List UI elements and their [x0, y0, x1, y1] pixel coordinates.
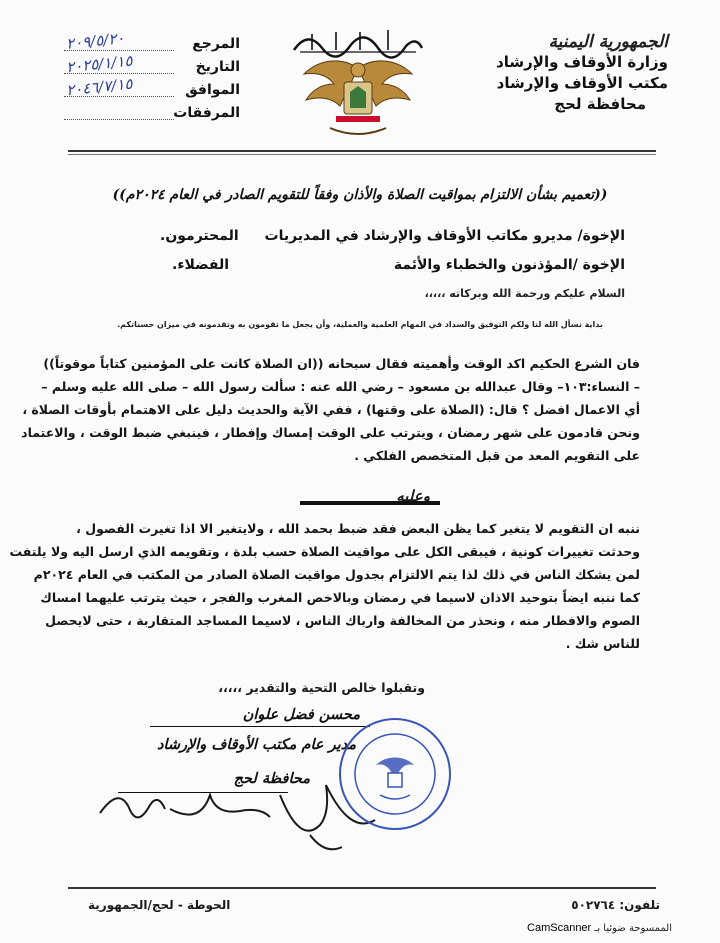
footer-address: الحوطة - لحج/الجمهورية: [88, 898, 231, 912]
paragraph-two: [9, 517, 640, 655]
paragraph-one: [21, 352, 640, 467]
intro-line: بداية نسأل الله لنا ولكم التوفيق والسداد في المهام العلمية والعملية، وأن يجعل ما تقومون به وتقدمونه في ميزان حسناتكم.: [117, 320, 603, 329]
governorate-name: محافظة لحج: [554, 95, 646, 113]
paragraph-line: لمن يشكك الناس في ذلك لذا يتم الالتزام بجدول مواقيت الصلاة الصادر من المكتب في العام ٢٠٢٤م: [33, 567, 640, 582]
header-divider-thin: [68, 154, 656, 155]
ministry-name: وزارة الأوقاف والإرشاد: [496, 53, 668, 71]
handwritten-hijri-date: ٢٠٤٦/٧/١٥: [65, 74, 134, 100]
addressee-directors: الإخوة/ مديرو مكاتب الأوقاف والإرشاد في المديريات: [264, 228, 625, 244]
attachments-row: [60, 105, 240, 128]
attachments-label: المرفقات: [173, 105, 240, 121]
camscanner-watermark: [527, 922, 672, 934]
date-label: التاريخ: [195, 59, 240, 75]
scanner-prefix: الممسوحة ضوئيا بـ: [594, 923, 672, 934]
paragraph-line: كما ننبه ايضاً بتوحيد الاذان لاسيما في رمضان وبالاخص المغرب والفجر ، حيث يترتب عليهما امساك: [40, 590, 640, 605]
paragraph-line: الصوم والافطار منه ، ونحذر من المخالفة وارباك الناس ، لاسيما المساجد المتقاربة ، حتى لايحصل: [45, 613, 640, 628]
country-name: الجمهورية اليمنية: [548, 32, 668, 52]
greeting: السلام عليكم ورحمة الله وبركاته ،،،،،: [424, 287, 625, 300]
dotted-line: [64, 119, 174, 120]
basmala-calligraphy: [288, 24, 428, 58]
paragraph-line: للناس شك .: [565, 636, 640, 651]
reference-label: المرجع: [192, 36, 240, 52]
official-stamp-icon: [336, 715, 454, 833]
footer-phone: تلفون: ٥٠٢٧٦٤: [571, 898, 660, 912]
paragraph-line: فان الشرع الحكيم اكد الوقت وأهميته فقال سبحانه ((ان الصلاة كانت على المؤمنين كتاباً موقوتاً)): [43, 356, 640, 371]
therefore-underline: [300, 501, 440, 505]
paragraph-line: ننبه ان التقويم لا يتغير كما يظن البعض فقد ضبط بحمد الله ، ولايتغير الا اذا تغيرت الفصول ،: [76, 521, 640, 536]
therefore-heading: وعليه: [396, 487, 430, 505]
closing-regards: وتقبلوا خالص التحية والتقدير ،،،،،: [218, 680, 425, 695]
paragraph-line: ونحن قادمون على شهر رمضان ، ويترتب على الوقت إمساك وإفطار ، فينبغي ضبط الوقت ، والاعتماد: [21, 425, 640, 440]
letter-subject: ((تعميم بشأن الالتزام بمواقيت الصلاة والأذان وفقاً للتقويم الصادر في العام ٢٠٢٤م)): [112, 187, 608, 203]
signatory-place: محافظة لحج: [233, 770, 310, 787]
addressee-imams: الإخوة /المؤذنون والخطباء والأئمة: [393, 257, 625, 273]
addressee-directors-honorific: المحترمون.: [160, 228, 239, 244]
scanner-app-name: CamScanner: [527, 922, 592, 934]
reference-block: [60, 28, 240, 128]
corresponding-label: الموافق: [185, 82, 240, 98]
office-name: مكتب الأوقاف والإرشاد: [496, 74, 668, 92]
corresponding-row: [60, 74, 240, 105]
ministry-header: [478, 32, 668, 115]
signatory-title: مدير عام مكتب الأوقاف والإرشاد: [156, 736, 356, 753]
paragraph-line: على التقويم المعد من قبل المتخصص الفلكي .: [354, 448, 640, 463]
addressee-imams-honorific: الفضلاء.: [172, 257, 230, 273]
handwritten-reference: ٢٠٩/٥/٢٠: [65, 28, 126, 54]
yemen-eagle-emblem-icon: [300, 56, 416, 142]
paragraph-line: وحدثت تغييرات كونية ، فيبقى الكل على مواقيت الصلاة حسب بلدة ، وتقويمه الذي ارسل اليه ولا يلتفت: [9, 544, 640, 559]
paragraph-line: – النساء:١٠٣– وقال عبدالله بن مسعود – رضي الله عنه : سألت رسول الله – صلى الله عليه وسلم –: [41, 379, 640, 394]
signatory-name: محسن فضل علوان: [242, 706, 360, 723]
header-divider: [68, 150, 656, 152]
handwritten-date: ٢٠٢٥/١/١٥: [65, 51, 134, 77]
paragraph-line: أي الاعمال افضل ؟ قال: (الصلاة على وقتها) ، ففي الآية والحديث دليل على الاهتمام بأوقات الصلاة ،: [22, 402, 640, 417]
footer-divider: [68, 887, 656, 889]
